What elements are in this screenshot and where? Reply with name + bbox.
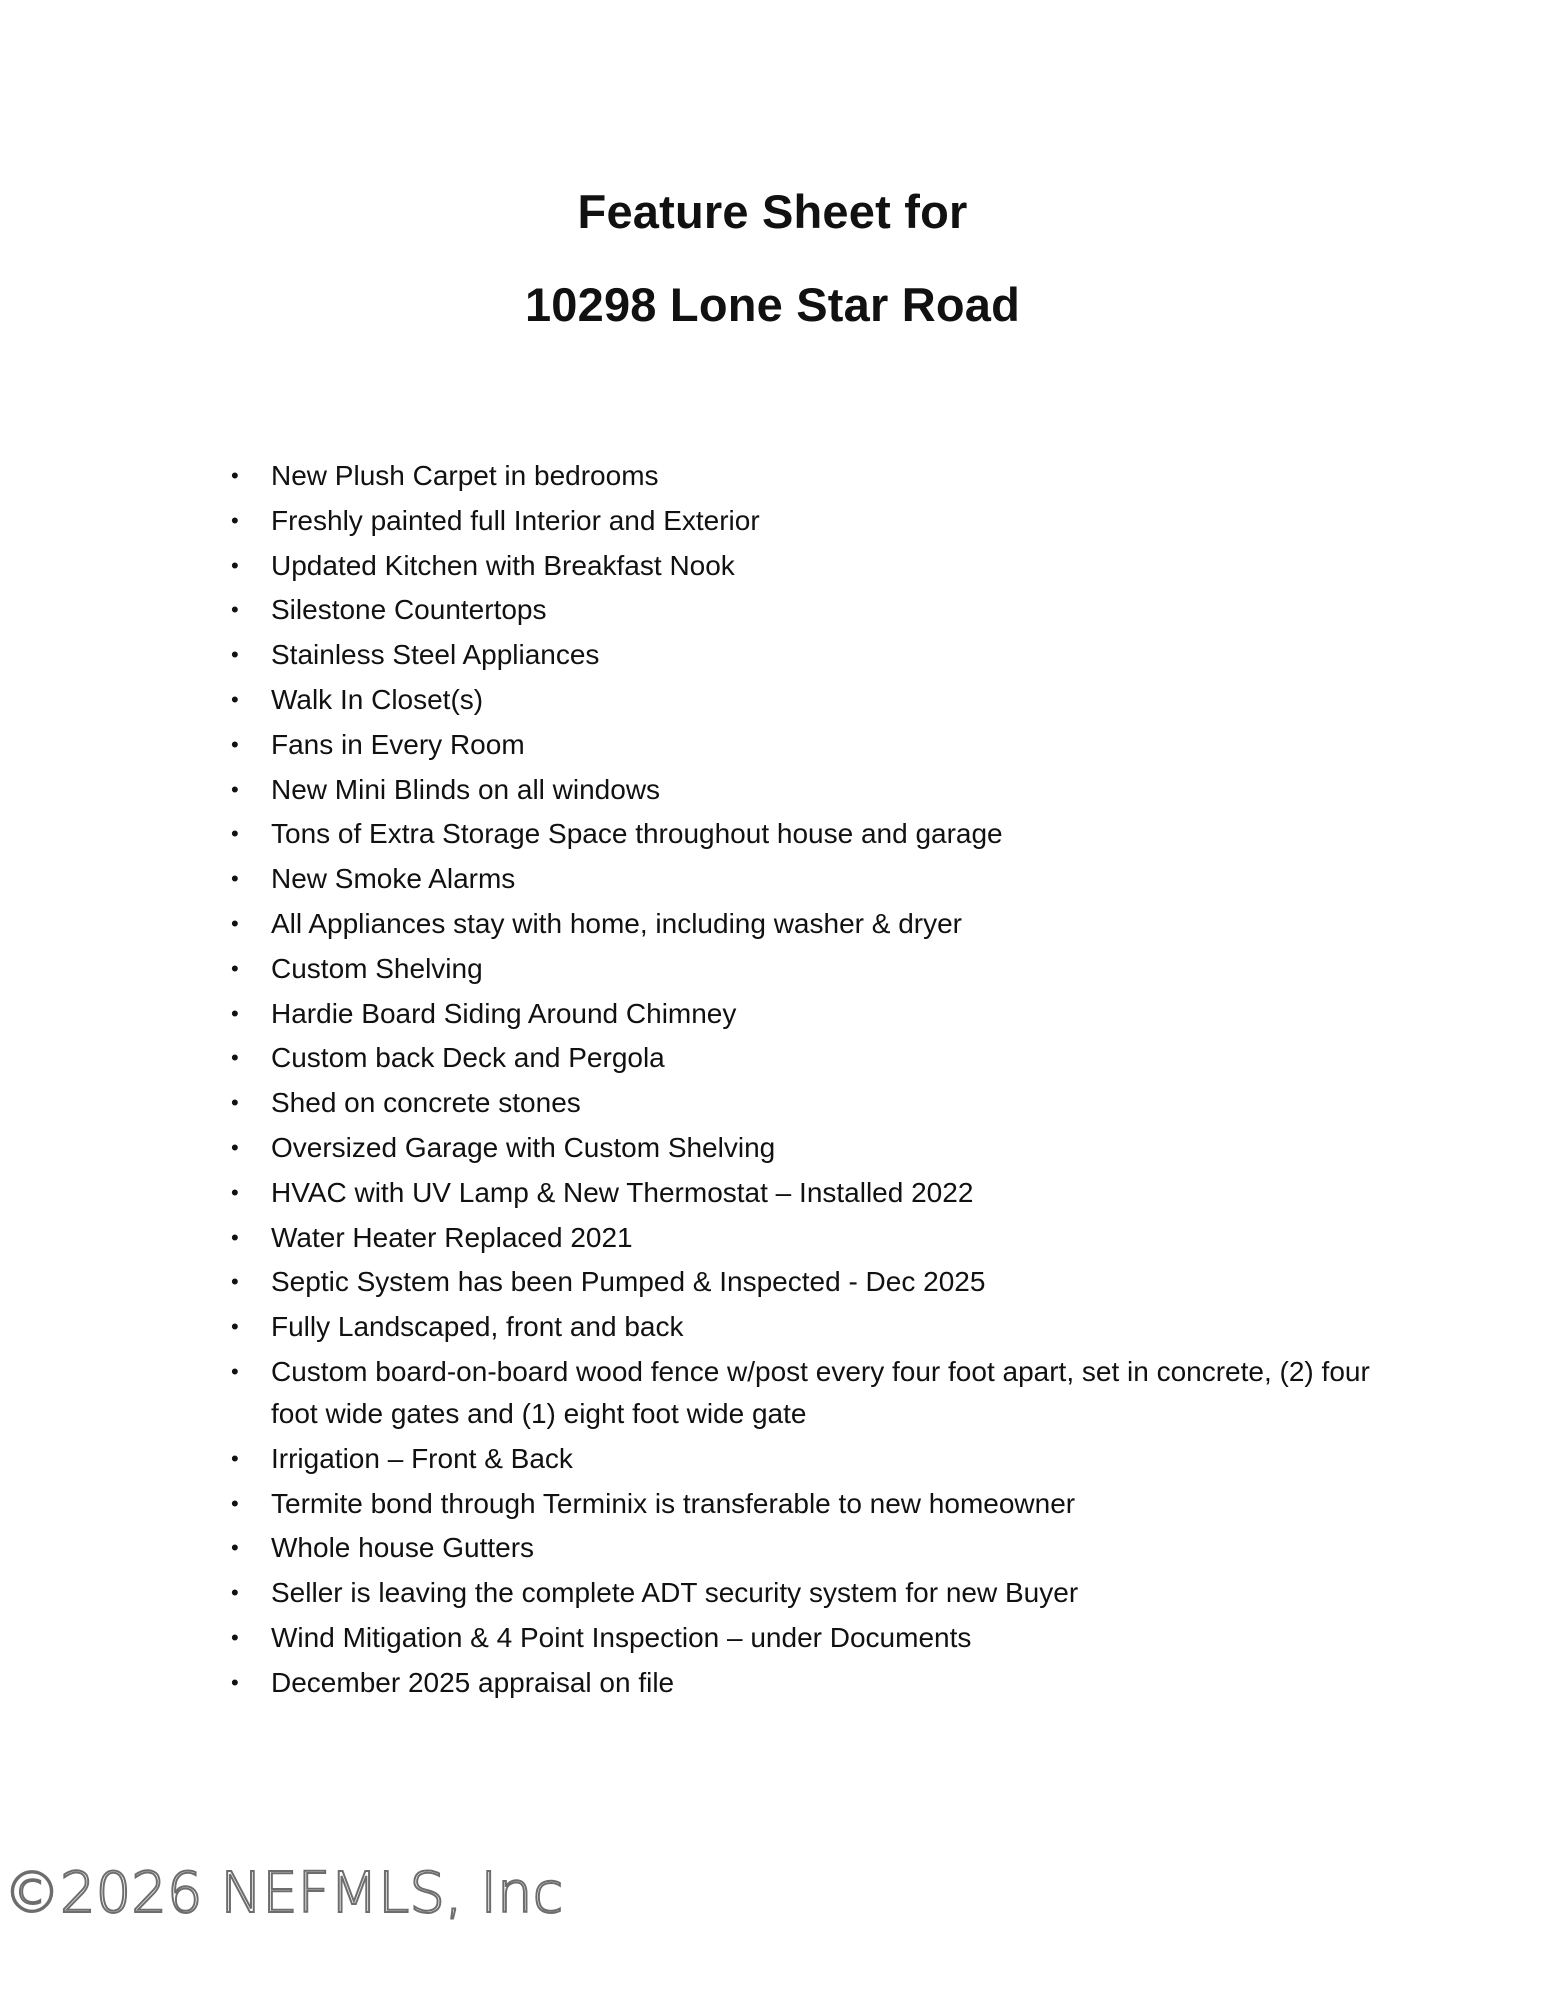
feature-text: Custom board-on-board wood fence w/post every four foot apart, set in concrete, (2) four foot wide gates and (1) eight foot wide gate	[271, 1355, 1370, 1429]
feature-text: Fully Landscaped, front and back	[271, 1311, 684, 1343]
bullet-icon: •	[231, 507, 239, 533]
bullet-icon: •	[231, 1445, 239, 1471]
feature-text: New Plush Carpet in bedrooms	[271, 460, 659, 491]
feature-text: Custom Shelving	[271, 952, 483, 984]
bullet-icon: •	[231, 776, 239, 802]
bullet-icon: •	[231, 1090, 239, 1116]
bullet-icon: •	[231, 1580, 239, 1606]
feature-text: Wind Mitigation & 4 Point Inspection – under Documents	[271, 1621, 972, 1653]
feature-text: Oversized Garage with Custom Shelving	[271, 1131, 776, 1163]
bullet-icon: •	[231, 1358, 239, 1384]
bullet-icon: •	[231, 1269, 239, 1295]
property-address: 10298 Lone Star Road	[524, 278, 1021, 331]
bullet-icon: •	[231, 1000, 239, 1026]
feature-text: Irrigation – Front & Back	[271, 1442, 573, 1474]
feature-text: Updated Kitchen with Breakfast Nook	[271, 549, 735, 581]
feature-item	[231, 679, 1381, 721]
bullet-icon: •	[231, 463, 239, 488]
bullet-icon: •	[231, 1669, 239, 1695]
bullet-icon: •	[231, 731, 239, 757]
feature-text: Fans in Every Room	[271, 728, 525, 760]
feature-item	[231, 1172, 1381, 1214]
bullet-icon: •	[231, 642, 239, 668]
page-title: Feature Sheet for	[577, 185, 968, 238]
feature-item	[231, 545, 1381, 587]
feature-item	[231, 634, 1381, 676]
feature-item	[231, 903, 1381, 945]
bullet-icon: •	[231, 597, 239, 623]
bullet-icon: •	[231, 1179, 239, 1205]
feature-item	[231, 948, 1381, 990]
feature-item	[231, 500, 1381, 542]
feature-item	[231, 724, 1381, 766]
bullet-icon: •	[231, 910, 239, 936]
bullet-icon: •	[231, 686, 239, 712]
feature-text: Shed on concrete stones	[271, 1087, 581, 1119]
feature-item	[231, 1127, 1381, 1169]
feature-text: Septic System has been Pumped & Inspected - Dec 2025	[271, 1266, 986, 1298]
feature-item	[231, 1351, 1381, 1435]
bullet-icon: •	[231, 1490, 239, 1516]
feature-item	[231, 1261, 1381, 1303]
bullet-icon: •	[231, 1224, 239, 1250]
feature-text: HVAC with UV Lamp & New Thermostat – Installed 2022	[271, 1176, 974, 1208]
feature-item	[231, 769, 1381, 811]
feature-text: Seller is leaving the complete ADT security system for new Buyer	[271, 1577, 1079, 1609]
bullet-icon: •	[231, 1314, 239, 1340]
feature-text: Hardie Board Siding Around Chimney	[271, 997, 737, 1029]
feature-item	[231, 813, 1381, 855]
bullet-icon: •	[231, 821, 239, 847]
feature-item	[231, 858, 1381, 900]
bullet-icon: •	[231, 552, 239, 578]
copyright-watermark: ©2026 NEFMLS, Inc	[4, 1861, 564, 1926]
feature-text: Whole house Gutters	[271, 1532, 535, 1564]
bullet-icon: •	[231, 1535, 239, 1561]
feature-item	[231, 1082, 1381, 1124]
feature-text: December 2025 appraisal on file	[271, 1666, 675, 1698]
feature-item	[231, 1217, 1381, 1259]
feature-text: Tons of Extra Storage Space throughout house and garage	[271, 818, 1003, 850]
feature-list	[231, 455, 1381, 1707]
feature-item	[231, 1617, 1381, 1659]
bullet-icon: •	[231, 1134, 239, 1160]
feature-item	[231, 1306, 1381, 1348]
feature-text: New Mini Blinds on all windows	[271, 773, 661, 805]
bullet-icon: •	[231, 1624, 239, 1650]
feature-item	[231, 1438, 1381, 1480]
feature-item	[231, 1037, 1381, 1079]
feature-text: Custom back Deck and Pergola	[271, 1042, 665, 1074]
feature-item	[231, 455, 1381, 497]
feature-text: Water Heater Replaced 2021	[271, 1221, 633, 1253]
feature-item	[231, 589, 1381, 631]
feature-text: Termite bond through Terminix is transferable to new homeowner	[271, 1487, 1076, 1519]
feature-text: Silestone Countertops	[271, 594, 547, 626]
feature-text: New Smoke Alarms	[271, 863, 516, 895]
feature-item	[231, 1527, 1381, 1569]
feature-item	[231, 1483, 1381, 1525]
feature-text: Walk In Closet(s)	[271, 683, 484, 715]
feature-item	[231, 993, 1381, 1035]
bullet-icon: •	[231, 866, 239, 892]
feature-text: All Appliances stay with home, including washer & dryer	[271, 907, 963, 939]
feature-item	[231, 1662, 1381, 1704]
bullet-icon: •	[231, 955, 239, 981]
feature-text: Stainless Steel Appliances	[271, 639, 600, 671]
feature-item	[231, 1572, 1381, 1614]
bullet-icon: •	[231, 1045, 239, 1071]
feature-text: Freshly painted full Interior and Exterior	[271, 504, 760, 536]
